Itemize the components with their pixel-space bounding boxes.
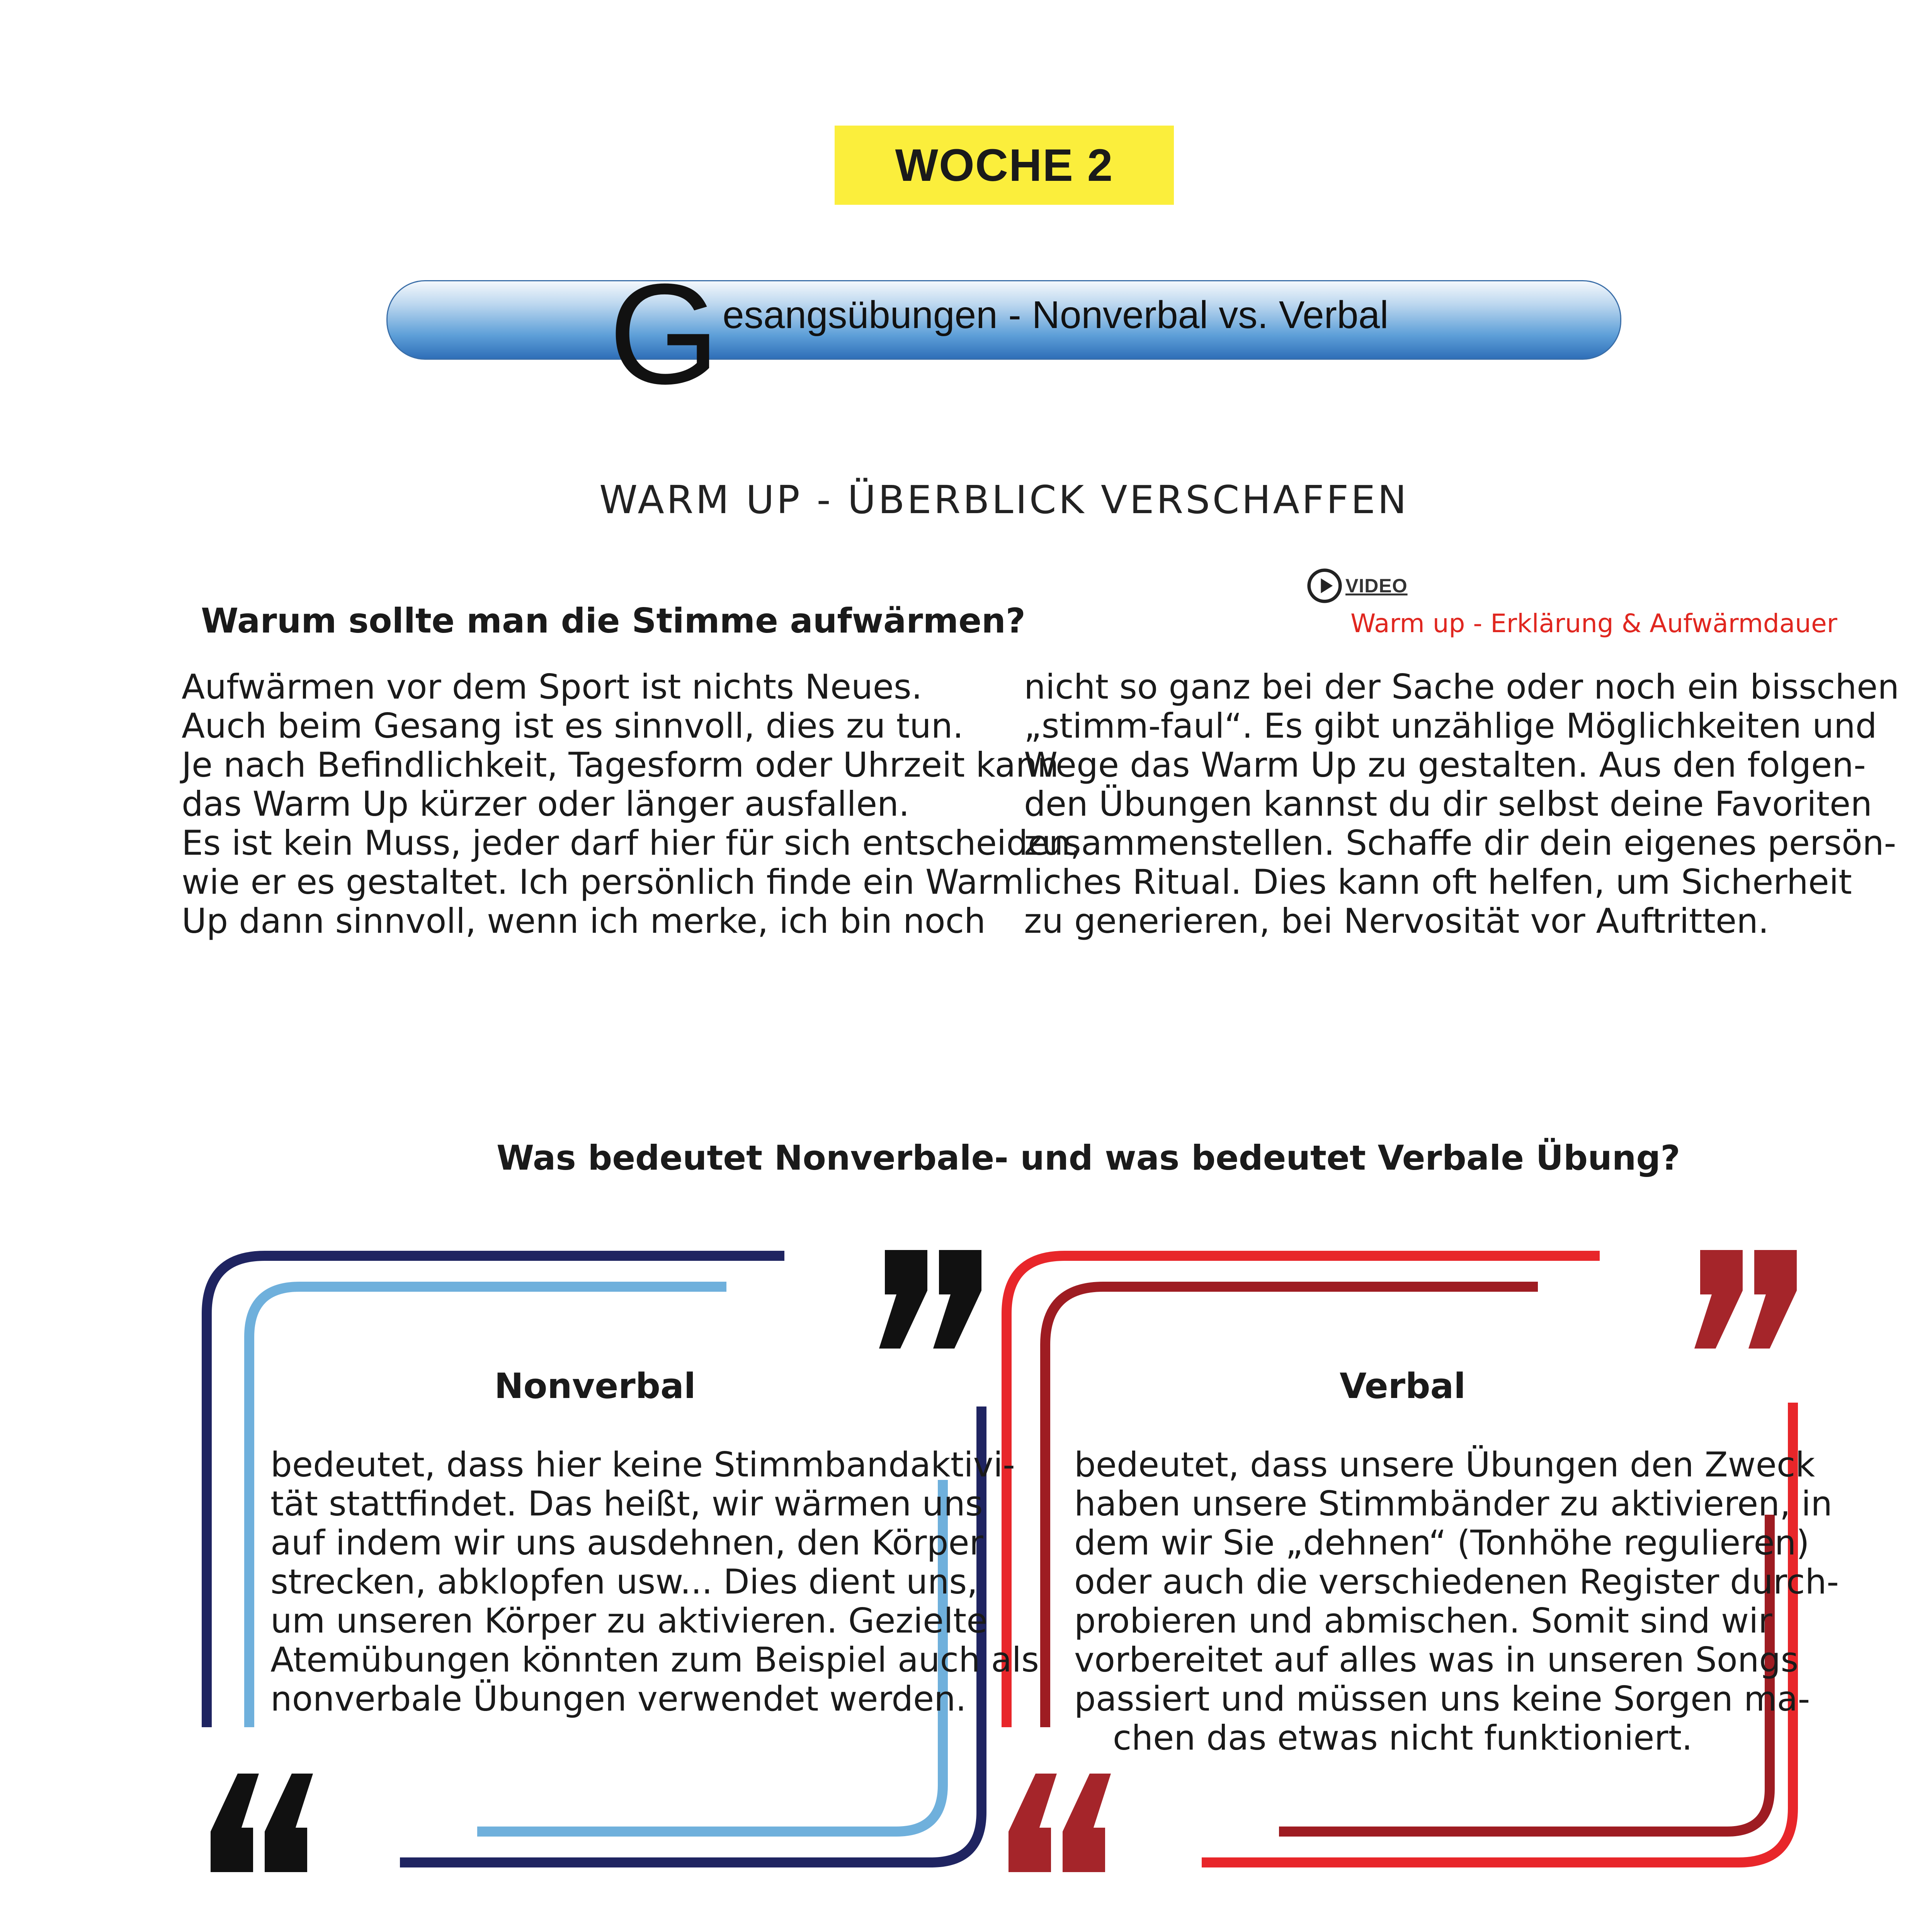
nonverbal-title: Nonverbal: [494, 1366, 696, 1406]
intro-question: Warum sollte man die Stimme aufwärmen?: [201, 601, 1026, 641]
text-line: „stimm-faul“. Es gibt unzählige Möglichkeiten und: [1024, 706, 1877, 746]
text-line: probieren und abmischen. Somit sind wir: [1074, 1601, 1772, 1641]
intro-right-paragraph: [1024, 667, 1900, 941]
text-line: oder auch die verschiedenen Register durch-: [1074, 1562, 1839, 1602]
text-line: Aufwärmen vor dem Sport ist nichts Neues.: [182, 667, 922, 707]
video-link[interactable]: [1306, 567, 1408, 604]
text-line: bedeutet, dass hier keine Stimmbandaktivi-: [270, 1445, 1015, 1485]
text-line: haben unsere Stimmbänder zu aktivieren, in: [1074, 1484, 1833, 1524]
text-line: um unseren Körper zu aktivieren. Gezielte: [270, 1601, 988, 1641]
text-line: Atemübungen könnten zum Beispiel auch als: [270, 1640, 1039, 1680]
text-line: wie er es gestaltet. Ich persönlich finde ein Warm: [182, 862, 1024, 902]
week-badge: WOCHE 2: [835, 126, 1174, 205]
text-line: strecken, abklopfen usw... Dies dient uns,: [270, 1562, 978, 1602]
text-line: zu generieren, bei Nervosität vor Auftritten.: [1024, 901, 1769, 941]
title-initial: G: [609, 254, 720, 414]
text-line: Up dann sinnvoll, wenn ich merke, ich bin noch: [182, 901, 986, 941]
section-heading: WARM UP - ÜBERBLICK VERSCHAFFEN: [599, 477, 1409, 522]
intro-left-paragraph: [182, 667, 1081, 941]
text-line: nicht so ganz bei der Sache oder noch ein bisschen: [1024, 667, 1900, 707]
text-line: Es ist kein Muss, jeder darf hier für sich entscheiden,: [182, 823, 1081, 863]
closing-quote-icon-nonverbal: [879, 1250, 981, 1349]
closing-quote-icon-verbal: [1694, 1250, 1797, 1349]
text-line: chen das etwas nicht funktioniert.: [1112, 1718, 1693, 1758]
text-line: passiert und müssen uns keine Sorgen ma-: [1074, 1679, 1810, 1719]
verbal-title: Verbal: [1339, 1366, 1466, 1406]
text-line: liches Ritual. Dies kann oft helfen, um Sicherheit: [1024, 862, 1852, 902]
text-line: zusammenstellen. Schaffe dir dein eigenes persön-: [1024, 823, 1896, 863]
text-line: Auch beim Gesang ist es sinnvoll, dies zu tun.: [182, 706, 964, 746]
text-line: Wege das Warm Up zu gestalten. Aus den folgen-: [1024, 745, 1866, 785]
text-line: auf indem wir uns ausdehnen, den Körper: [270, 1523, 983, 1563]
text-line: dem wir Sie „dehnen“ (Tonhöhe regulieren): [1074, 1523, 1810, 1563]
page-title: esangsübungen - Nonverbal vs. Verbal: [723, 293, 1389, 337]
text-line: das Warm Up kürzer oder länger ausfallen.: [182, 784, 910, 824]
video-label[interactable]: VIDEO: [1345, 575, 1408, 597]
text-line: vorbereitet auf alles was in unseren Songs: [1074, 1640, 1799, 1680]
text-line: nonverbale Übungen verwendet werden.: [270, 1679, 966, 1719]
text-line: den Übungen kannst du dir selbst deine Favoriten: [1024, 784, 1872, 824]
video-caption[interactable]: Warm up - Erklärung & Aufwärmdauer: [1350, 609, 1837, 638]
play-circle-icon: [1306, 567, 1343, 604]
opening-quote-icon-verbal: [1009, 1774, 1111, 1872]
opening-quote-icon-nonverbal: [211, 1774, 313, 1872]
text-line: Je nach Befindlichkeit, Tagesform oder Uhrzeit kann: [182, 745, 1059, 785]
text-line: bedeutet, dass unsere Übungen den Zweck: [1074, 1445, 1815, 1485]
nonverbal-text: [270, 1445, 1039, 1719]
verbal-text: [1074, 1445, 1839, 1758]
text-line: tät stattfindet. Das heißt, wir wärmen uns: [270, 1484, 983, 1524]
comparison-question: Was bedeutet Nonverbale- und was bedeutet Verbale Übung?: [497, 1138, 1680, 1178]
